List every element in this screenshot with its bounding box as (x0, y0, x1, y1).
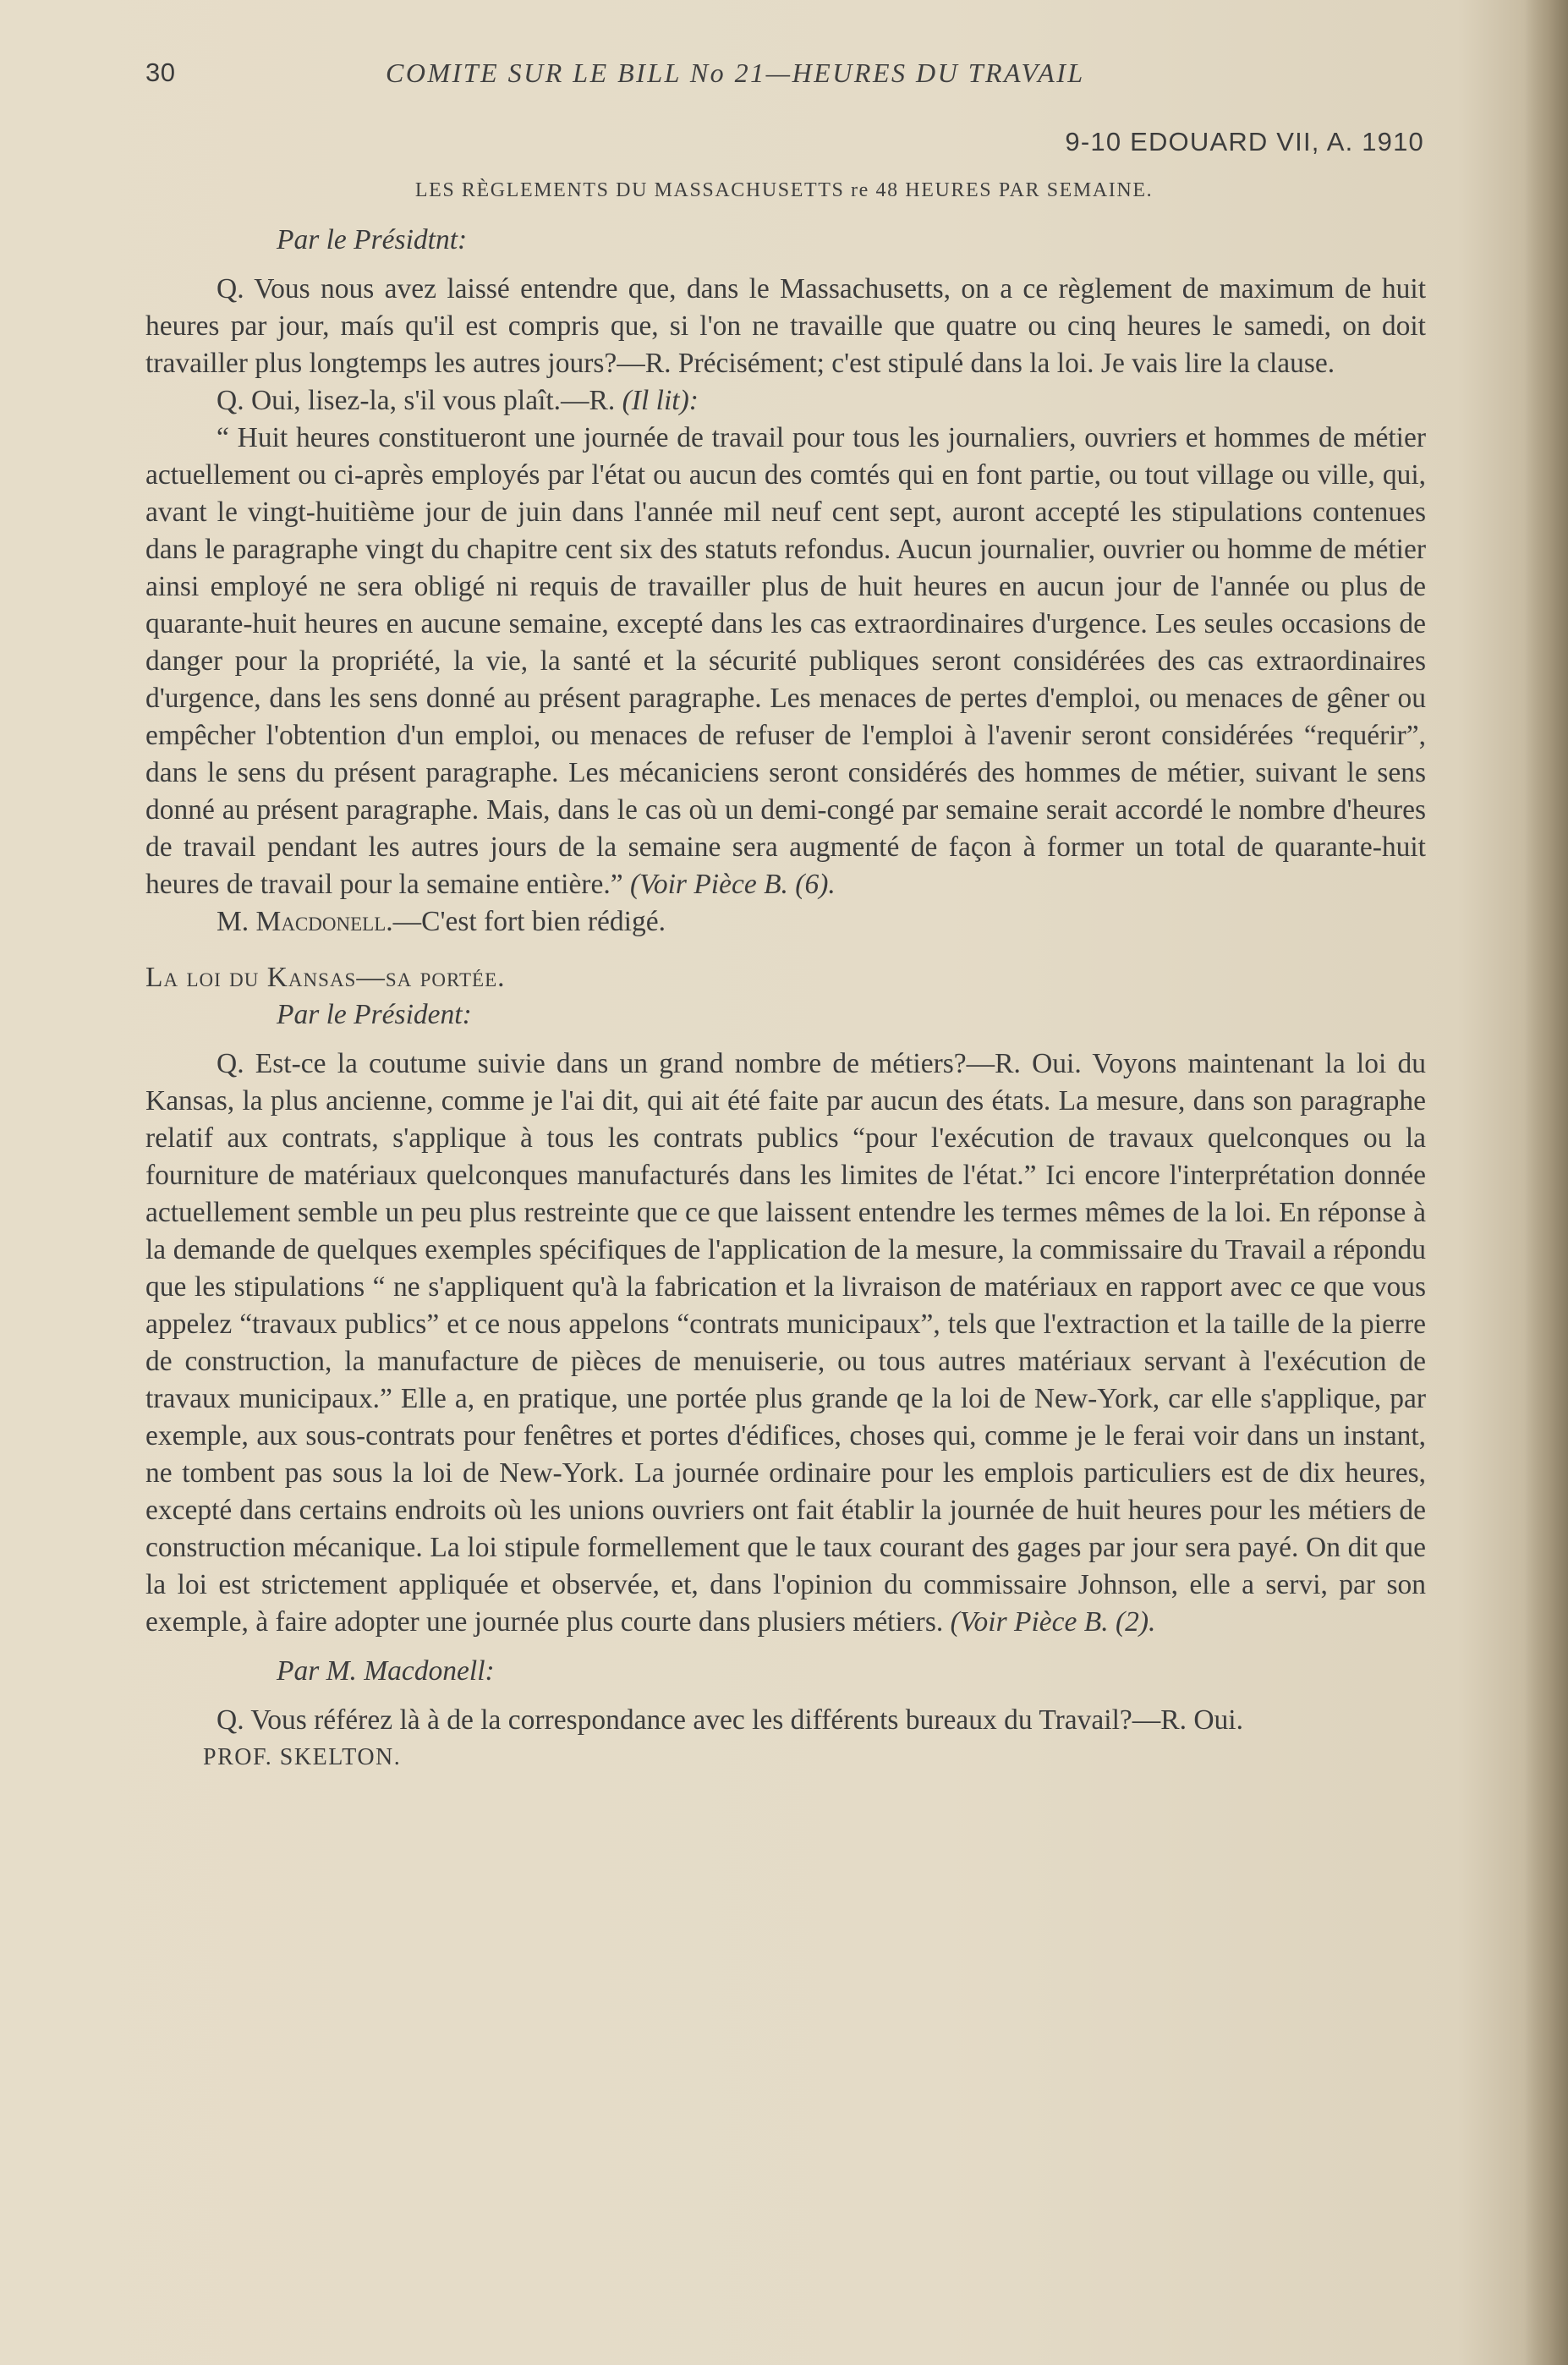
document-body (145, 222, 1426, 1776)
speaker-president-2: Par le Président: (277, 999, 472, 1030)
paragraph-macdonell-remark (145, 903, 1426, 941)
paragraph-quoted-law (145, 420, 1426, 903)
question-2-text: Q. Oui, lisez-la, s'il vous plaît.—R. (217, 385, 622, 416)
speaker-macdonell: Par M. Macdonell: (277, 1655, 495, 1687)
paragraph-question-2 (145, 382, 1426, 420)
page-number: 30 (145, 58, 176, 87)
macdonell-name: M. Macdonell (217, 906, 387, 937)
page-header-title: COMITE SUR LE BILL No 21—HEURES DU TRAVAIL (386, 58, 1085, 88)
session-label: 9-10 EDOUARD VII, A. 1910 (1065, 127, 1424, 156)
paragraph-question-1: Q. Vous nous avez laissé entendre que, dans le Massachusetts, on a ce règlement de maximum de huit heures par jour, maís qu'il est compris que, si l'on ne travaille que quatre ou cinq heures le samedi, on doit travailler plus longtemps les autres jours?—R. Précisément; c'est stipulé dans la loi. Je vais lire la clause. (145, 273, 1426, 379)
paragraph-question-correspondence: Q. Vous référez là à de la correspondance avec les différents bureaux du Travail?—R. Oui. (217, 1704, 1243, 1736)
quoted-law-reference: (Voir Pièce B. (6). (629, 869, 836, 900)
speaker-president: Par le Présidtnt: (277, 224, 468, 255)
macdonell-remark-text: .—C'est fort bien rédigé. (386, 906, 666, 937)
running-head: LES RÈGLEMENTS DU MASSACHUSETTS re 48 HEURES PAR SEMAINE. (414, 179, 1154, 201)
kansas-text: Q. Est-ce la coutume suivie dans un grand nombre de métiers?—R. Oui. Voyons maintenant la loi du Kansas, la plus ancienne, comme je l'ai dit, qui ait été faite par aucun des états. La mesure, dans son paragraphe relatif aux contrats, s'applique à tous les contrats publics “pour l'exécution de travaux quelconques ou la fourniture de matériaux quelconques manufacturés dans les limites de l'état.” Ici encore l'interprétation donnée actuellement semble un peu plus restreinte que ce que laissent entendre les termes mêmes de la loi. En réponse à la demande de quelques exemples spécifiques de l'application de la mesure, la commissaire du Travail a répondu que les stipulations “ ne s'appliquent qu'à la fabrication et la livraison de matériaux en rapport avec ce que vous appelez “travaux publics” et ce nous appelons “contrats municipaux”, tels que l'extraction et la taille de la pierre de construction, la manufacture de pièces de menuiserie, ou tous autres matériaux servant à l'exécution de travaux municipaux.” Elle a, en pratique, une portée plus grande qe la loi de New-York, car elle s'applique, par exemple, aux sous-contrats pour fenêtres et portes d'édifices, choses qui, comme je le ferai voir dans un instant, ne tombent pas sous la loi de New-York. La journée ordinaire pour les emplois particuliers est de dix heures, excepté dans certains endroits où les unions ouvriers ont fait établir la journée de huit heures pour les métiers de construction mécanique. La loi stipule formellement que le taux courant des gages par jour sera payé. On dit que la loi est strictement appliquée et observée, et, dans l'opinion du commissaire Johnson, elle a servi, par son exemple, à faire adopter une journée plus courte dans plusiers métiers. (145, 1048, 1426, 1638)
paragraph-kansas (145, 1045, 1426, 1641)
quoted-law-text: “ Huit heures constitueront une journée de travail pour tous les journaliers, ouvriers et hommes de métier actuellement ou ci-après employés par l'état ou aucun des comtés qui en font partie, ou tout village ou ville, qui, avant le vingt-huitième jour de juin dans l'année mil neuf cent sept, auront accepté les stipulations contenues dans le paragraphe vingt du chapitre cent six des statuts refondus. Aucun journalier, ouvrier ou homme de métier ainsi employé ne sera obligé ni requis de travailler plus de huit heures en aucun jour de l'année ou plus de quarante-huit heures en aucune semaine, excepté dans les cas extraordinaires d'urgence. Les seules occasions de danger pour la propriété, la vie, la santé et la sécurité publiques seront considérées des cas extraordinaires d'urgence, dans les sens donné au présent paragraphe. Les menaces de pertes d'emploi, ou menaces de gêner ou empêcher l'obtention d'un emploi, ou menaces de refuser de l'emploi à l'avenir seront considérées “requérir”, dans le sens du présent paragraphe. Les mécaniciens seront considérés des hommes de métier, suivant le sens donné au présent paragraphe. Mais, dans le cas où un demi-congé par semaine serait accordé le nombre d'heures de travail pendant les autres jours de la semaine sera augmenté de façon à former un total de quarante-huit heures de travail pour la semaine entière.” (145, 422, 1426, 900)
page-edge-shadow (1524, 0, 1568, 2365)
section-heading-kansas: La loi du Kansas—sa portée. (145, 962, 506, 993)
witness-signature: PROF. SKELTON. (203, 1744, 402, 1770)
kansas-reference: (Voir Pièce B. (2). (950, 1606, 1156, 1638)
question-2-aside: (Il lit): (622, 385, 699, 416)
